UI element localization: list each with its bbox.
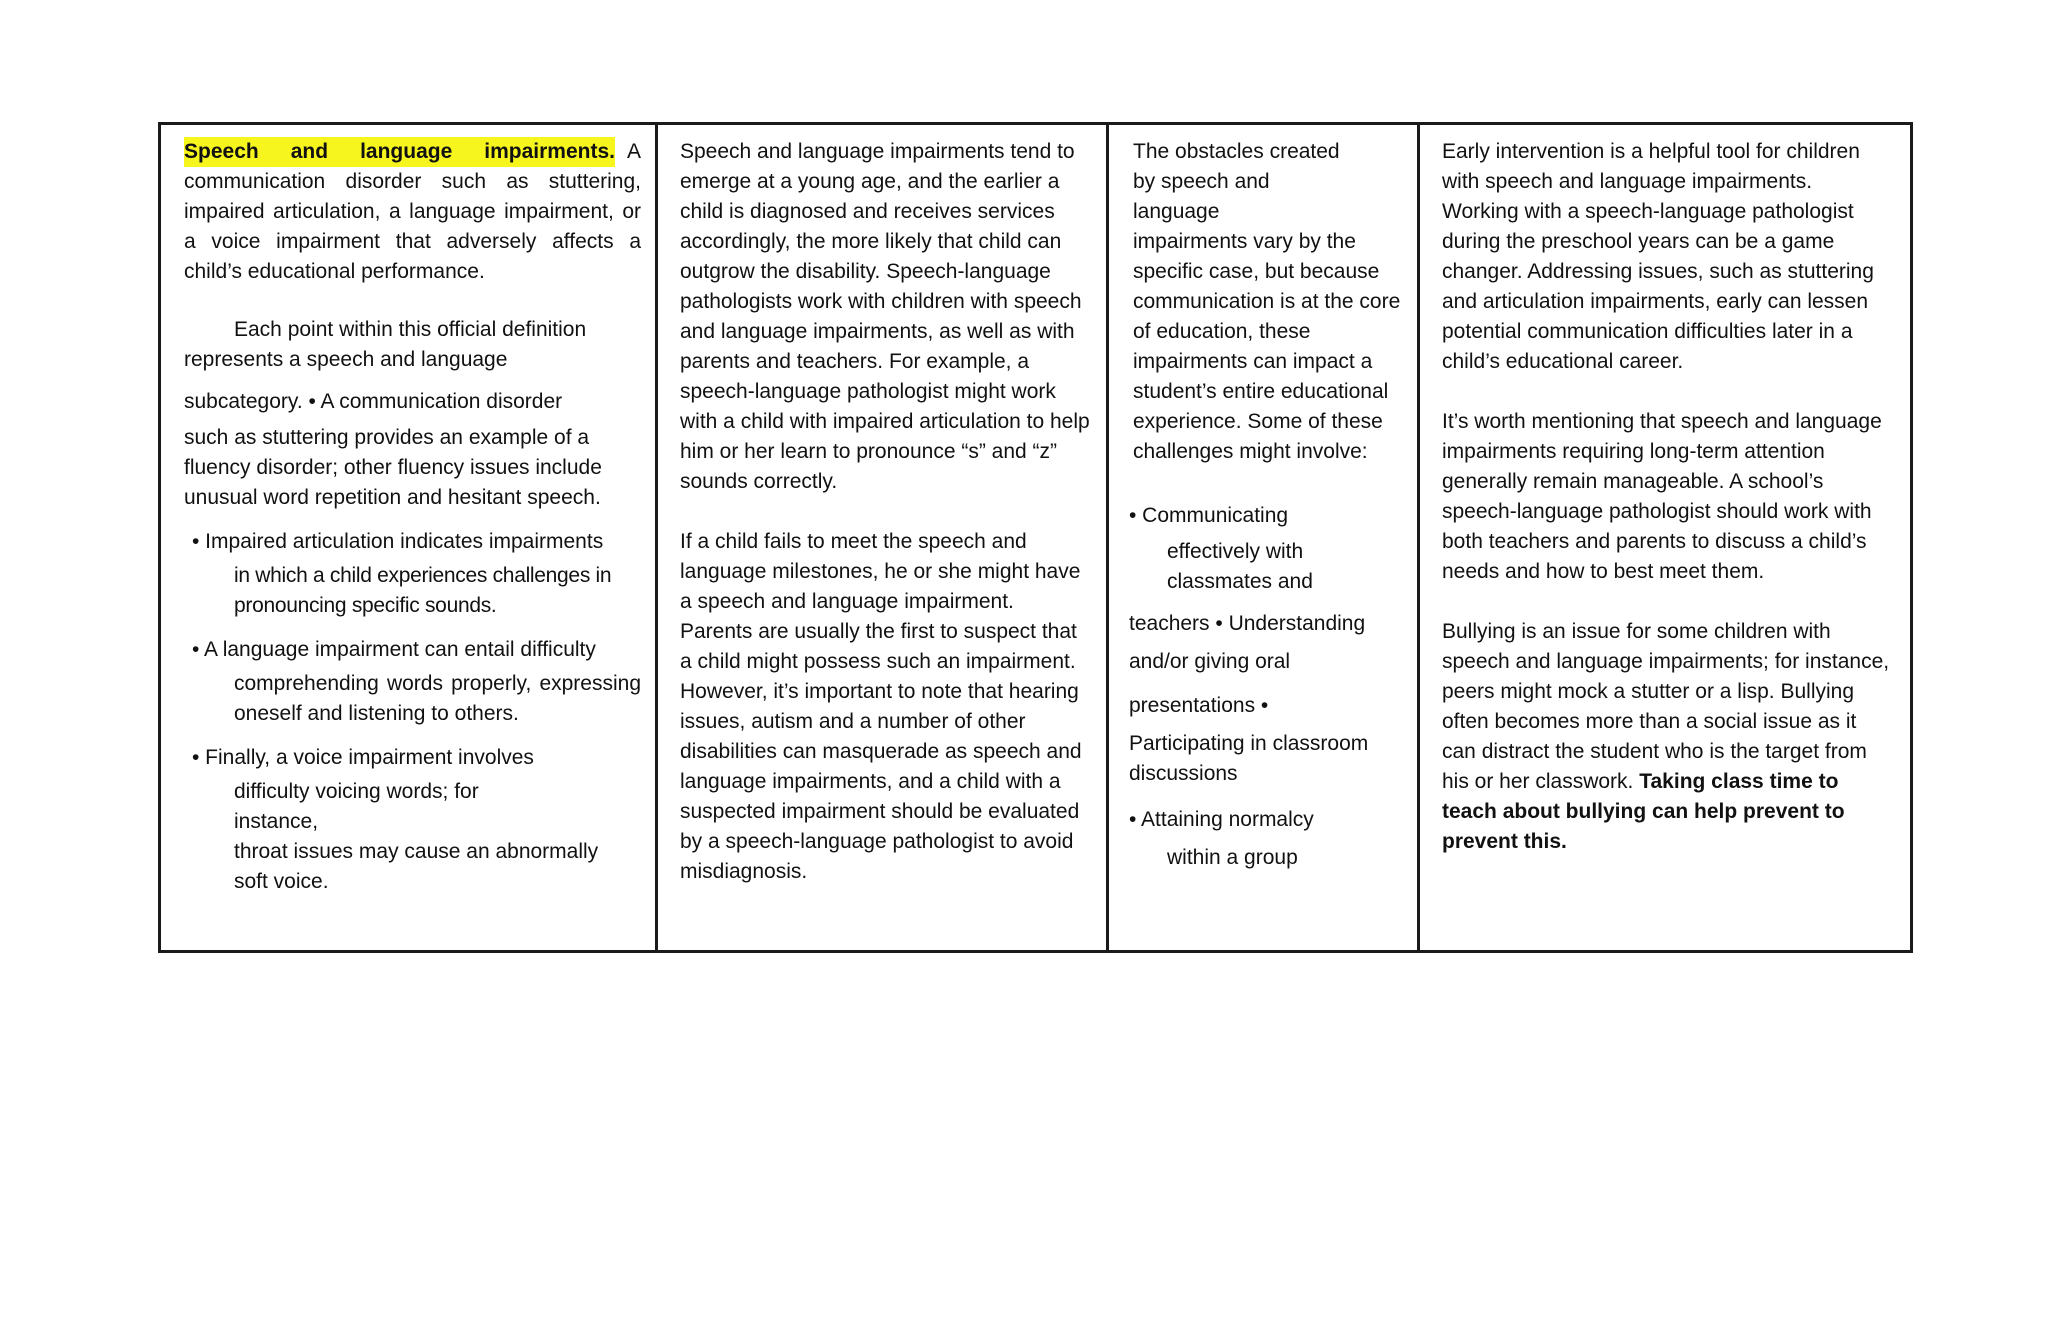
bullying-text: Bullying is an issue for some children with speech and language impairments; for instance, peers might mock a stutter or a lisp. Bullying often becomes more than a social issue as it can distract the student who is the target from his or her classwork. bbox=[1442, 620, 1890, 793]
bullet-voice-l2: instance, bbox=[234, 810, 319, 833]
definition-text: communication disorder such as stuttering, impaired articulation, a language impairment, or a voice impairment that adversely affects a child’s educational performance. bbox=[184, 170, 641, 283]
obstacles-l2: by speech and bbox=[1133, 170, 1270, 193]
info-table bbox=[158, 122, 1913, 953]
obstacle-bullet-3-l2: discussions bbox=[1129, 762, 1238, 785]
intervention-para1: Early intervention is a helpful tool for children with speech and language impairments. Working with a speech-language pathologist during the preschool years can be a game changer. Addressing issues, such as stuttering and articulation impairments, early can lessen potential communication difficulties later in a child’s educational career. bbox=[1442, 140, 1874, 373]
bullet-language: • A language impairment can entail difficulty bbox=[192, 638, 596, 661]
obstacle-bullet-3-l1: Participating in classroom bbox=[1129, 732, 1369, 755]
para2-line1: Each point within this official definition bbox=[234, 318, 587, 341]
obstacle-bullet-1-l2: effectively with bbox=[1167, 540, 1304, 563]
intervention-para2: It’s worth mentioning that speech and language impairments requiring long-term attention generally remain manageable. A school’s speech-language pathologist should work with both teachers and parents to discuss a child’s needs and how to best meet them. bbox=[1442, 410, 1882, 583]
bullet-articulation-rest: in which a child experiences challenges in pronouncing specific sounds. bbox=[234, 564, 612, 617]
bullet-voice-l3: throat issues may cause an abnormally bbox=[234, 840, 599, 863]
bullet-language-rest: comprehending words properly, expressing oneself and listening to others. bbox=[234, 672, 641, 725]
obstacles-l3: language bbox=[1133, 200, 1220, 223]
diagnosis-para1: Speech and language impairments tend to emerge at a young age, and the earlier a child is diagnosed and receives services accordingly, the more likely that child can outgrow the disability. Speech-language pathologists work with children with speech and language impairments, as well as with parents and teachers. For example, a speech-language pathologist might work with a child with impaired articulation to help him or her learn to pronounce “s” and “z” sounds correctly. bbox=[680, 140, 1090, 493]
obstacle-bullet-2-l2: and/or giving oral bbox=[1129, 650, 1291, 673]
obstacles-rest: impairments vary by the specific case, but because communication is at the core of education, these impairments can impact a student’s entire educational experience. Some of these challenges might involve: bbox=[1133, 230, 1401, 463]
table-cell-definition bbox=[161, 125, 658, 950]
intervention-para3 bbox=[1442, 617, 1892, 857]
bullet-articulation: • Impaired articulation indicates impairments bbox=[192, 530, 604, 553]
para2-rest: such as stuttering provides an example of a fluency disorder; other fluency issues include unusual word repetition and hesitant speech. bbox=[184, 426, 602, 509]
obstacle-bullet-2-l3: presentations • bbox=[1129, 694, 1269, 717]
diagnosis-para2: If a child fails to meet the speech and language milestones, he or she might have a speech and language impairment. Parents are usually the first to suspect that a child might possess such an impairment. However, it’s important to note that hearing issues, autism and a number of other disabilities can masquerade as speech and language impairments, and a child with a suspected impairment should be evaluated by a speech-language pathologist to avoid misdiagnosis. bbox=[680, 530, 1082, 883]
table-cell-intervention bbox=[1420, 125, 1910, 950]
obstacle-bullet-1: • Communicating bbox=[1129, 504, 1289, 527]
bullet-voice-l4: soft voice. bbox=[234, 870, 329, 893]
obstacle-bullet-2-l1: teachers • Understanding bbox=[1129, 612, 1366, 635]
definition-heading-line bbox=[184, 137, 641, 167]
para2-line2: represents a speech and language bbox=[184, 348, 508, 371]
table-cell-diagnosis bbox=[658, 125, 1109, 950]
highlighted-heading: Speech and language impairments. bbox=[184, 137, 615, 167]
obstacle-bullet-4-l2: within a group bbox=[1167, 846, 1298, 869]
obstacle-bullet-1-l3: classmates and bbox=[1167, 570, 1313, 593]
bullet-voice: • Finally, a voice impairment involves bbox=[192, 746, 534, 769]
para2-line3: subcategory. • A communication disorder bbox=[184, 390, 563, 413]
obstacles-l1: The obstacles created bbox=[1133, 140, 1340, 163]
heading-tail: A bbox=[626, 140, 641, 163]
bullying-bold-text: Taking class time to teach about bullying can help prevent to prevent this. bbox=[1442, 770, 1845, 853]
table-cell-obstacles bbox=[1109, 125, 1420, 950]
bullet-voice-l1: difficulty voicing words; for bbox=[234, 780, 479, 803]
obstacle-bullet-4: • Attaining normalcy bbox=[1129, 808, 1314, 831]
